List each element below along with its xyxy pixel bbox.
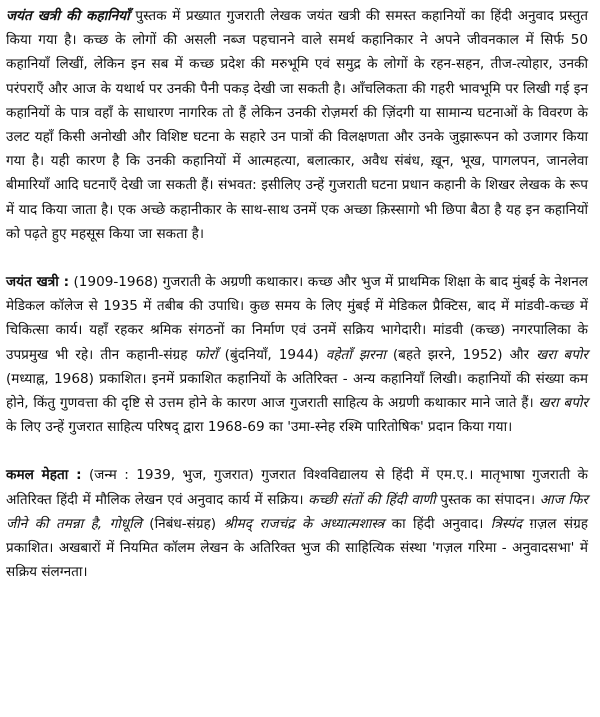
work-title: कच्छी संतों की हिंदी वाणी	[308, 491, 436, 508]
bio-heading-jayant: जयंत खत्री :	[6, 274, 70, 291]
bio-text: (जन्म : 1939, भुज, गुजरात) गुजरात विश्वविद्यालय से हिंदी में एम.ए.। मातृभाषा गुजराती के अतिरिक्त हिंदी में मौलिक लेखन एवं अनुवाद कार्य में सक्रिय।	[6, 467, 588, 508]
book-title: जयंत खत्री की कहानियाँ	[6, 8, 130, 24]
intro-text: पुस्तक में प्रख्यात गुजराती लेखक जयंत खत्री की समस्त कहानियों का हिंदी अनुवाद प्रस्तुत किया गया है। कच्छ के लोगों की असली नब्ज पहचानने वाले समर्थ कहानिकार ने अपने जीवनकाल में सिर्फ 50 कहानियाँ लिखीं, लेकिन इन सब में कच्छ प्रदेश की मरुभूमि एवं समुद्र के लोगों के रहन-सहन, तीज-त्योहार, उनकी परंपराएँ और आज के यथार्थ पर उनकी पैनी पकड़ देखी जा सकती है। आँचलिकता की गहरी भावभूमि पर लिखी गई इन कहानियों के पात्र वहाँ के साधारण नागरिक तो हैं लेकिन उनकी रोज़मर्रा की ज़िंदगी या सामान्य घटनाओं के विवरण के उलट यहाँ किसी अनोखी और विशिष्ट घटना के सहारे उन पात्रों की विलक्षणता और उनके जुझारूपन को उजागर किया गया है। यही कारण है कि उनकी कहानियों में आत्महत्या, बलात्कार, अवैध संबंध, ख़ून, भूख, पागलपन, जानलेवा बीमारियाँ आदि घटनाएँ देखी जा सकती हैं। संभवत: इसीलिए उन्हें गुजराती घटना प्रधान कहानी के शिखर लेखक के रूप में याद किया जाता है। एक अच्छे कहानीकार के साथ-साथ उनमें एक अच्छा क़िस्सागो भी छिपा बैठा है यह इन कहानियों को पढ़ते हुए महसूस किया जा सकता है।	[6, 8, 589, 242]
work-title: आज फिर जीने की तमन्ना है, गोधूलि	[6, 491, 588, 532]
work-title: फोरॉं	[194, 346, 218, 363]
bio-text: (निबंध-संग्रह)	[141, 515, 224, 532]
bio-text: (1909-1968) गुजराती के अग्रणी कथाकार। कच्छ और भुज में प्राथमिक शिक्षा के बाद मुंबई के नेशनल मेडिकल कॉलेज से 1935 में तबीब की उपाधि। कुछ समय के लिए मुंबई में मेडिकल प्रैक्टिस, बाद में मांडवी-कच्छ में चिकित्सा कार्य। यहाँ रहकर श्रमिक संगठनों का निर्माण एवं उनमें सक्रिय भागेदारी। मांडवी (कच्छ) नगरपालिका के उपप्रमुख भी रहे। तीन कहानी-संग्रह	[6, 274, 589, 363]
bio-text: के लिए उन्हें गुजरात साहित्य परिषद् द्वारा 1968-69 का 'उमा-स्नेह रश्मि पारितोषिक' प्रदान किया गया।	[6, 419, 513, 436]
bio-text: (बहते झरने, 1952) और	[385, 346, 537, 363]
work-title: खरा बपोर	[538, 395, 588, 412]
bio-text: ग़ज़ल संग्रह प्रकाशित। अखबारों में नियमित कॉलम लेखन के अतिरिक्त भुज की साहित्यिक संस्था 'गज़ल गरिमा - अनुवादसभा' में सक्रिय संलग्नता।	[6, 515, 588, 581]
work-title: वहेतॉं झरना	[325, 346, 386, 363]
bio-text: (मध्याह्न, 1968) प्रकाशित। इनमें प्रकाशित कहानियों के अतिरिक्त - अन्य कहानियाँ लिखी। कहानियों की संख्या कम होने, किंतु गुणवत्ता की दृष्टि से उत्तम होने के कारण आज गुजराती साहित्य के अग्रणी कथाकार माने जाते हैं।	[6, 370, 588, 412]
bio-text: का हिंदी अनुवाद।	[384, 515, 491, 532]
work-title: त्रिस्पंद	[490, 515, 523, 532]
bio-heading-kamal: कमल मेहता :	[6, 467, 82, 484]
work-title: खरा बपोर	[536, 346, 588, 363]
work-title: श्रीमद् राजचंद्र के अध्यात्मशास्त्र	[223, 515, 385, 532]
bio-text: (बुंदनियाँ, 1944)	[217, 346, 326, 363]
kamal-mehta-bio	[6, 463, 588, 584]
intro-paragraph	[6, 4, 588, 246]
jayant-khatri-bio	[6, 270, 588, 439]
bio-text: पुस्तक का संपादन।	[435, 491, 540, 508]
